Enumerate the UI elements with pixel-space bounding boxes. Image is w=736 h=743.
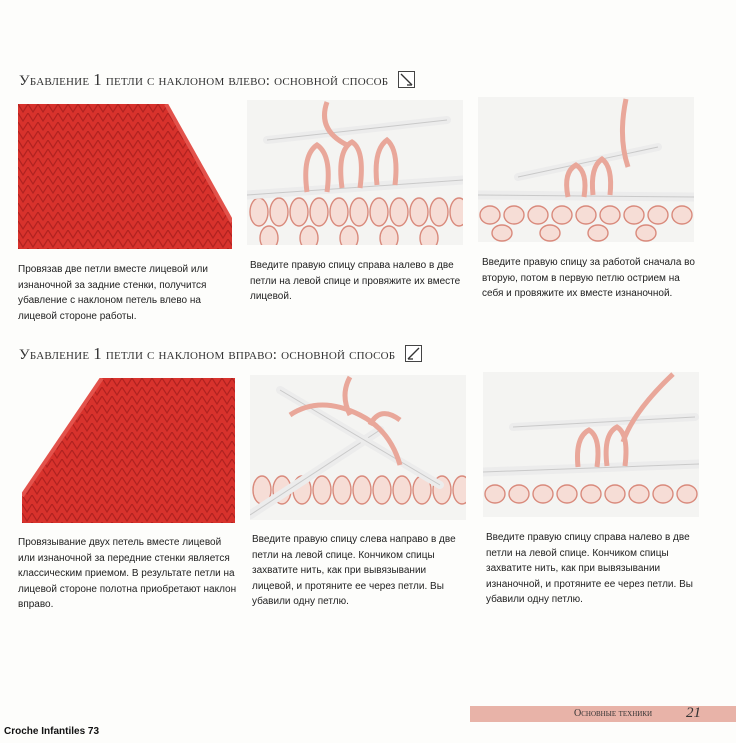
left-slant-step1-illustration — [247, 100, 463, 245]
section1-heading-prefix: Убавление — [19, 73, 94, 89]
section2-heading — [19, 344, 422, 364]
page-number: 21 — [686, 705, 701, 721]
watermark: Croche Infantiles 73 — [4, 726, 100, 737]
section1-heading-number: 1 — [93, 70, 102, 89]
left-slant-knit-photo — [18, 104, 232, 249]
right-slant-photo-caption: Провязывание двух петель вместе лицевой или изнаночной за передние стенки является классическим приемом. В результате петли на лицевой стороне полотна приобретают наклон вправо. — [18, 537, 237, 610]
right-slant-step2-caption: Введите правую спицу справа налево в две петли на левой спице. Кончиком спицы захватите нить, как при вывязывании изнаночной, и протяните ее через петли. Вы убавили одну петлю. — [486, 532, 693, 605]
right-slant-step1-illustration — [250, 375, 466, 520]
right-slant-decrease-symbol-icon — [405, 345, 422, 362]
left-slant-photo-caption: Провязав две петли вместе лицевой или изнаночной за задние стенки, получится убавление с наклоном петель влево на лицевой стороне работы. — [18, 264, 208, 322]
section1-heading-rest: петли с наклоном влево: основной способ — [101, 73, 389, 89]
left-slant-decrease-symbol-icon — [398, 71, 415, 88]
section2-heading-rest: петли с наклоном вправо: основной способ — [101, 347, 396, 363]
left-slant-step2-caption: Введите правую спицу за работой сначала во вторую, потом в первую петлю острием на себя и провяжите их вместе изнаночной. — [482, 257, 695, 299]
section2-heading-number: 1 — [93, 344, 102, 363]
left-slant-step1-caption: Введите правую спицу справа налево в две петли на левой спице и провяжите их вместе лицевой. — [250, 260, 461, 302]
right-slant-step1-caption: Введите правую спицу слева направо в две петли на левой спице. Кончиком спицы захватите нить, как при вывязывании лицевой, и протяните ее через петли. Вы убавили одну петлю. — [252, 534, 456, 607]
left-slant-step2-illustration — [478, 97, 694, 242]
footer-band — [470, 706, 736, 722]
section1-heading — [19, 70, 415, 90]
right-slant-knit-photo — [22, 378, 235, 523]
section2-heading-prefix: Убавление — [19, 347, 94, 363]
footer-section-name: Основные техники — [574, 708, 653, 719]
right-slant-step2-illustration — [483, 372, 699, 517]
